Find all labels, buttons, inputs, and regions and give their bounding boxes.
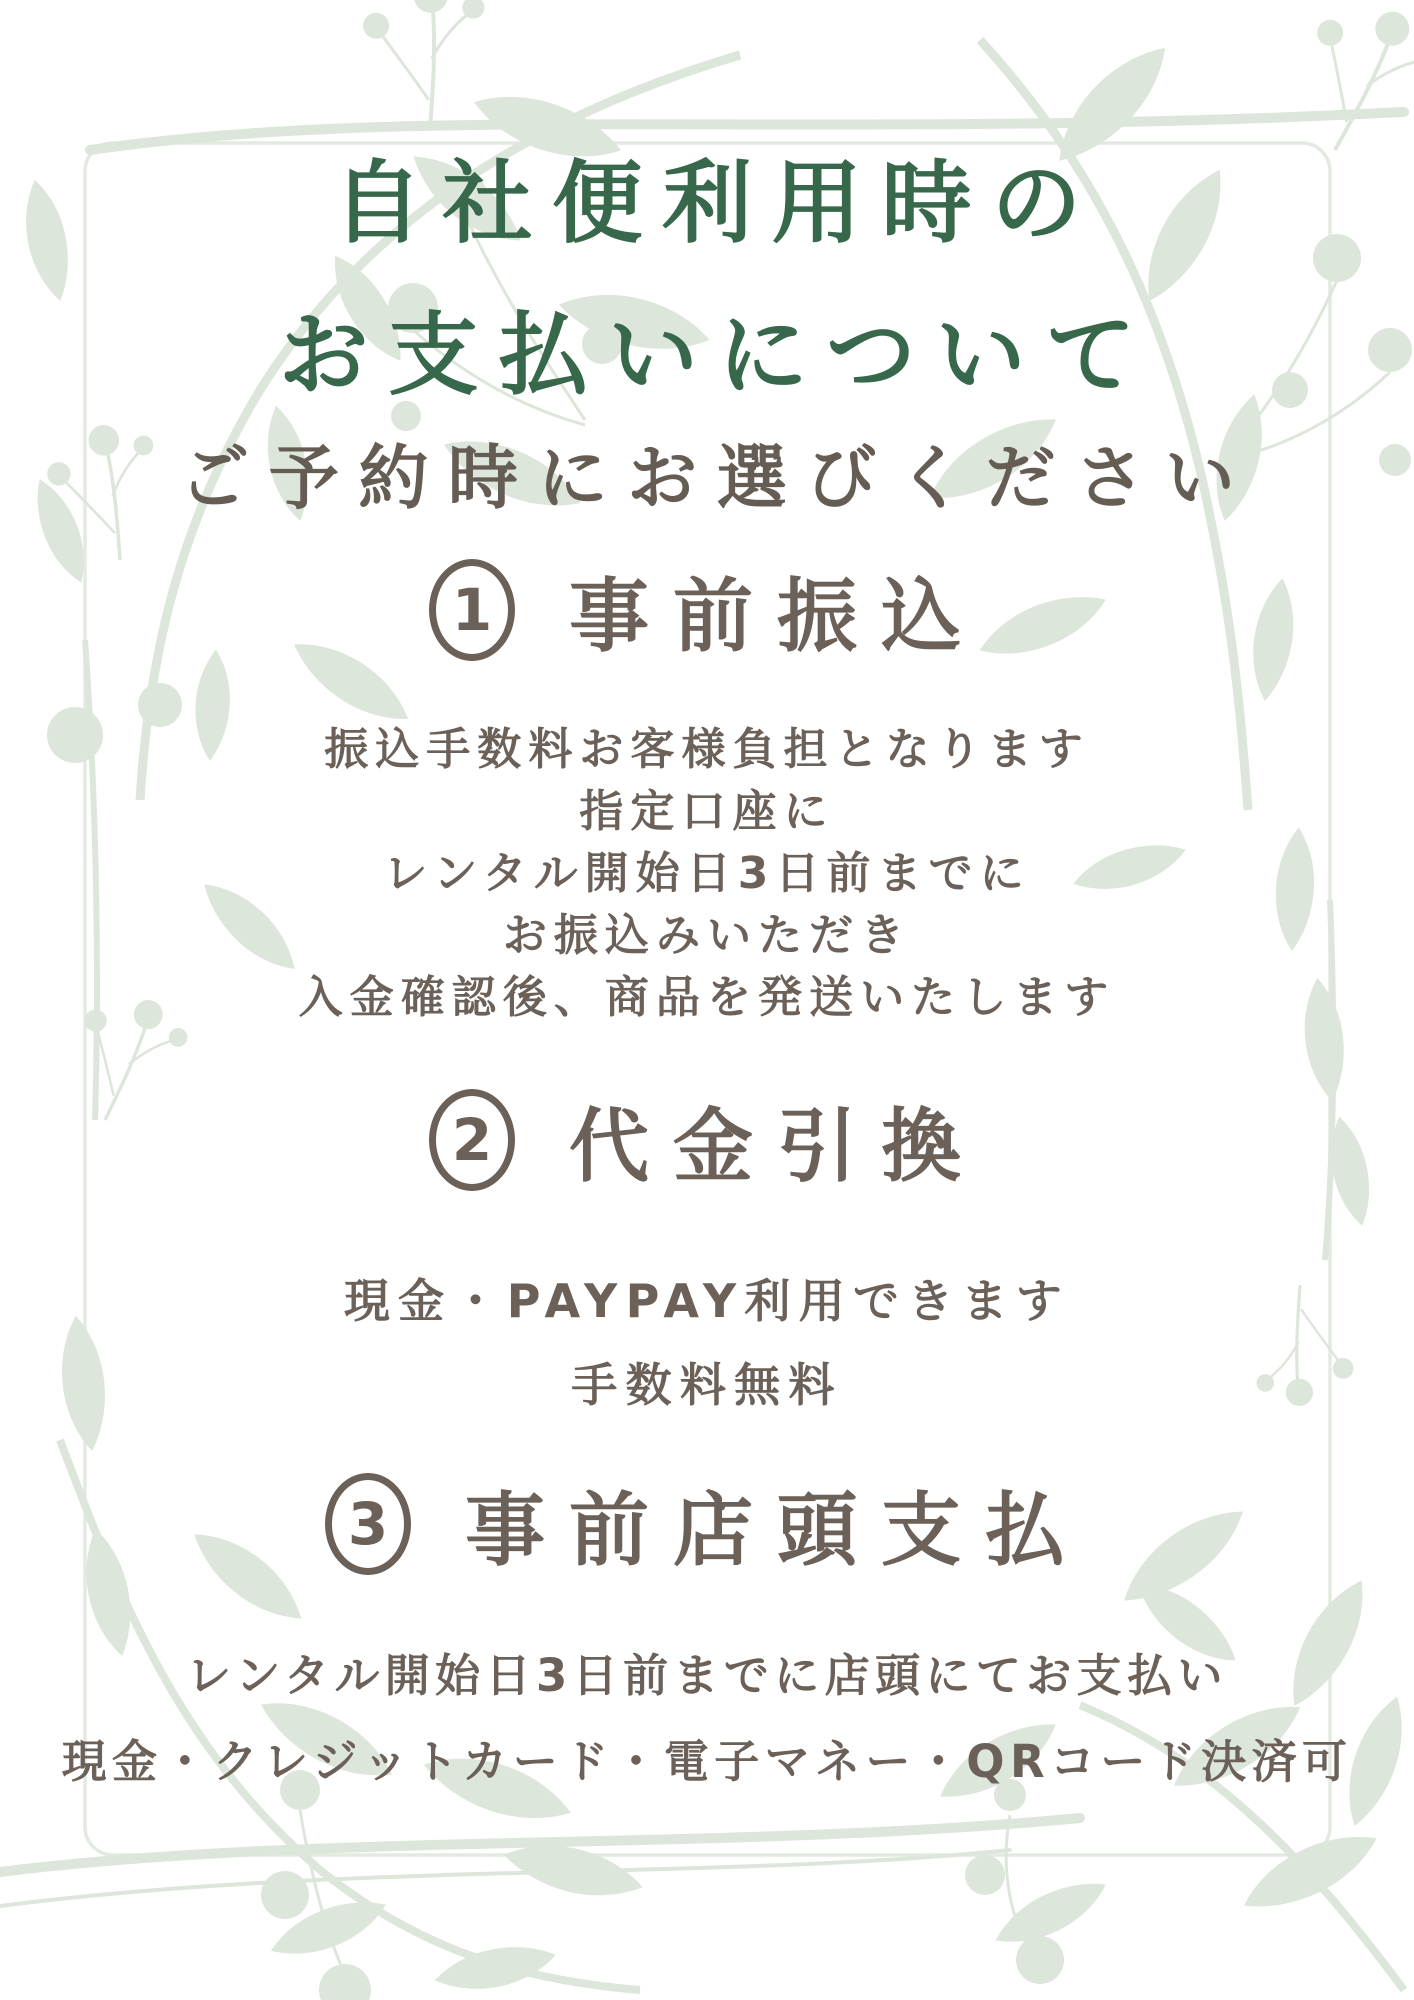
section-1-body — [0, 719, 1414, 1029]
section-2-line: 現金・PAYPAY利用できます — [343, 1274, 1071, 1328]
section-3-heading — [0, 1466, 1414, 1581]
section-3-body — [0, 1633, 1414, 1805]
circled-number-3-icon: 3 — [325, 1473, 411, 1575]
section-2-body — [0, 1259, 1414, 1427]
section-2-heading — [0, 1082, 1414, 1197]
section-3-heading-text: 事前店頭支払 — [465, 1484, 1089, 1577]
section-2-heading-text: 代金引換 — [569, 1100, 985, 1193]
section-1-line: 指定口座に — [579, 786, 835, 837]
section-advance-instore-payment — [0, 1466, 1414, 1805]
circled-number-1-icon: 1 — [429, 559, 515, 661]
title-line-1: 自社便利用時の — [332, 151, 1102, 256]
poster-title — [0, 128, 1414, 432]
section-advance-bank-transfer — [0, 552, 1414, 1029]
section-3-line: 現金・クレジットカード・電子マネー・QRコード決済可 — [61, 1735, 1353, 1788]
poster-subtitle: ご予約時にお選びください — [179, 437, 1255, 519]
section-1-heading — [0, 552, 1414, 667]
section-cash-on-delivery — [0, 1082, 1414, 1427]
section-1-line: 振込手数料お客様負担となります — [324, 724, 1090, 775]
section-1-line: お振込みいただき — [502, 910, 912, 961]
section-1-line: 入金確認後、商品を発送いたします — [298, 972, 1116, 1023]
section-3-line: レンタル開始日3日前までに店頭にてお支払い — [186, 1649, 1228, 1702]
circled-number-2-icon: 2 — [429, 1089, 515, 1191]
section-1-line: レンタル開始日3日前までに — [383, 848, 1031, 899]
section-2-line: 手数料無料 — [571, 1358, 843, 1412]
title-line-2: お支払いについて — [278, 303, 1156, 408]
section-1-heading-text: 事前振込 — [569, 570, 985, 663]
